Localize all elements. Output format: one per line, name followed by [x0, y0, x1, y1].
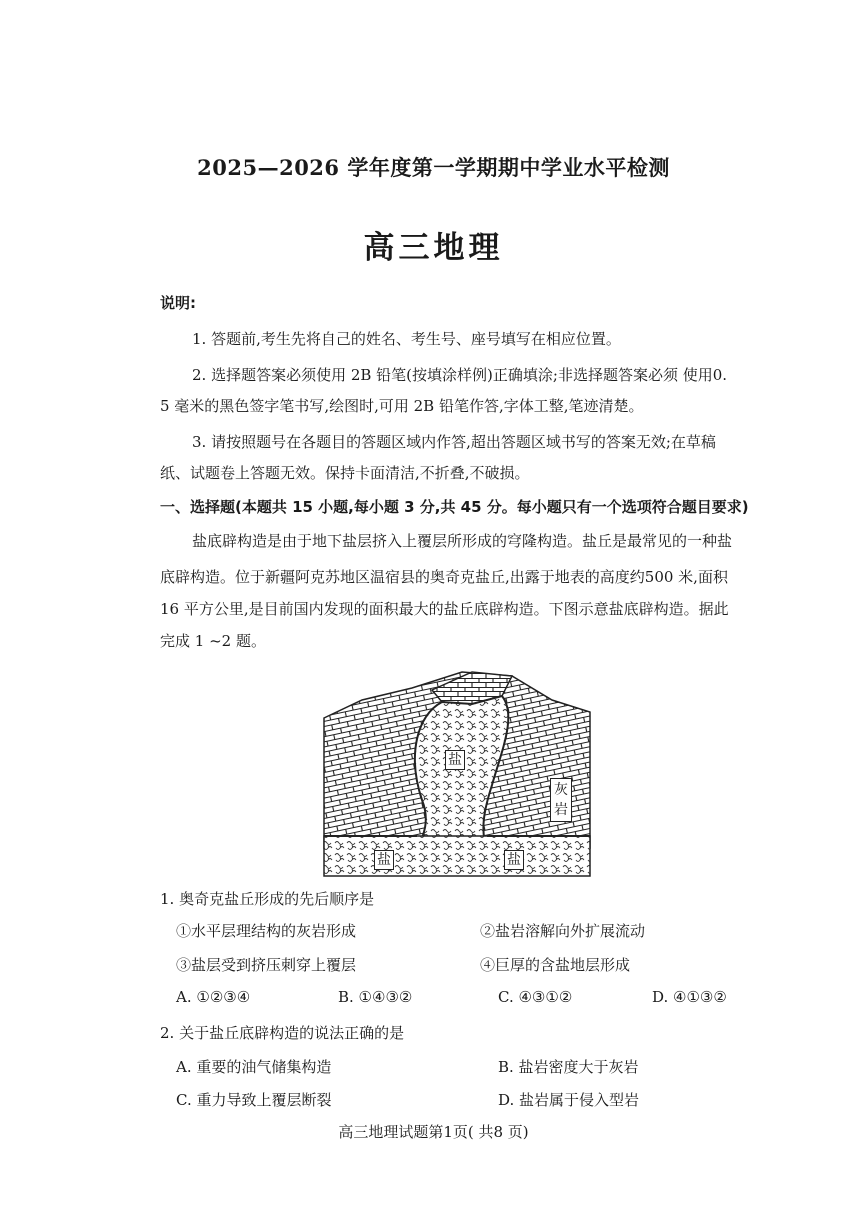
passage-line-4: 完成 1 ~2 题。	[160, 632, 266, 650]
passage-line-2: 底辟构造。位于新疆阿克苏地区温宿县的奥奇克盐丘,出露于地表的高度约500 米,面积	[160, 568, 728, 586]
instructions-label: 说明:	[160, 294, 196, 312]
q1-statement-4: ④巨厚的含盐地层形成	[480, 956, 631, 974]
q1-option-b[interactable]: B. ①④③②	[338, 988, 413, 1006]
passage-line-3: 16 平方公里,是目前国内发现的面积最大的盐丘底辟构造。下图示意盐底辟构造。据此	[160, 600, 729, 618]
instruction-1: 1. 答题前,考生先将自己的姓名、考生号、座号填写在相应位置。	[192, 330, 621, 348]
q1-option-c[interactable]: C. ④③①②	[498, 988, 573, 1006]
q1-stem: 1. 奥奇克盐丘形成的先后顺序是	[160, 890, 375, 908]
label-salt-bottom-left: 盐	[374, 850, 394, 870]
q2-option-d[interactable]: D. 盐岩属于侵入型岩	[498, 1091, 640, 1109]
exam-header: 2025—2026 学年度第一学期期中学业水平检测	[197, 155, 670, 180]
q1-option-d[interactable]: D. ④①③②	[652, 988, 727, 1006]
passage-line-1: 盐底辟构造是由于地下盐层挤入上覆层所形成的穹隆构造。盐丘是最常见的一种盐	[192, 532, 733, 550]
instruction-2-line-1: 2. 选择题答案必须使用 2B 铅笔(按填涂样例)正确填涂;非选择题答案必须 使用0.	[192, 366, 728, 384]
instruction-2-line-2: 5 毫米的黑色签字笔书写,绘图时,可用 2B 铅笔作答,字体工整,笔迹清楚。	[160, 397, 644, 415]
salt-base-layer	[324, 836, 590, 876]
label-limestone: 灰岩	[550, 778, 572, 822]
instruction-3-line-2: 纸、试题卷上答题无效。保持卡面清洁,不折叠,不破损。	[160, 464, 530, 482]
q2-option-b[interactable]: B. 盐岩密度大于灰岩	[498, 1058, 639, 1076]
page-footer: 高三地理试题第1页( 共8 页)	[338, 1123, 529, 1141]
label-salt-bottom-right: 盐	[504, 850, 524, 870]
q1-statement-1: ①水平层理结构的灰岩形成	[176, 922, 357, 940]
label-salt-center: 盐	[445, 750, 465, 770]
q1-statement-2: ②盐岩溶解向外扩展流动	[480, 922, 646, 940]
q1-option-a[interactable]: A. ①②③④	[176, 988, 251, 1006]
q1-statement-3: ③盐层受到挤压刺穿上覆层	[176, 956, 357, 974]
instruction-3-line-1: 3. 请按照题号在各题目的答题区域内作答,超出答题区域书写的答案无效;在草稿	[192, 433, 716, 451]
q2-stem: 2. 关于盐丘底辟构造的说法正确的是	[160, 1024, 405, 1042]
subject-title: 高三地理	[363, 230, 504, 266]
salt-diapir-figure	[322, 660, 592, 882]
q2-option-a[interactable]: A. 重要的油气储集构造	[176, 1058, 332, 1076]
q2-option-c[interactable]: C. 重力导致上覆层断裂	[176, 1091, 332, 1109]
section-heading: 一、选择题(本题共 15 小题,每小题 3 分,共 45 分。每小题只有一个选项符合题目要求)	[160, 498, 749, 516]
